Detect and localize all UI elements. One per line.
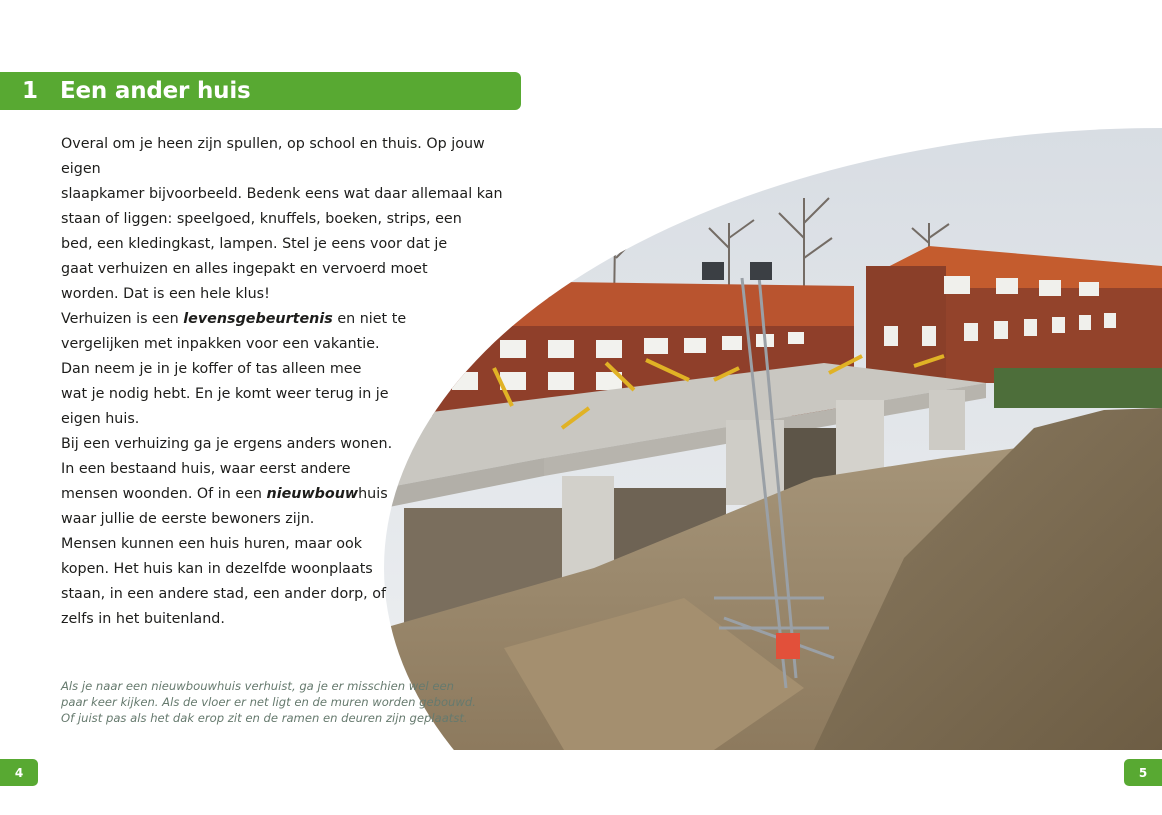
text-line: Overal om je heen zijn spullen, op school en thuis. Op jouw eigen: [61, 136, 485, 177]
caption-line: paar keer kijken. Als de vloer er net ligt en de muren worden gebouwd.: [61, 695, 476, 709]
text-line: eigen huis.: [61, 411, 140, 427]
text-line: waar jullie de eerste bewoners zijn.: [61, 511, 315, 527]
text-line: Dan neem je in je koffer of tas alleen mee: [61, 361, 362, 377]
caption-line: Of juist pas als het dak erop zit en de ramen en deuren zijn geplaatst.: [61, 711, 468, 725]
text-line: mensen woonden. Of in een: [61, 486, 267, 502]
body-text: [61, 132, 521, 632]
text-line: staan of liggen: speelgoed, knuffels, boeken, strips, een: [61, 211, 462, 227]
emphasis-nieuwbouw: nieuwbouw: [266, 486, 359, 502]
text-line: Mensen kunnen een huis huren, maar ook: [61, 536, 363, 552]
text-line: huis: [358, 486, 388, 502]
photo-caption: [61, 678, 481, 726]
text-line: Bij een verhuizing ga je ergens anders wonen.: [61, 436, 393, 452]
chapter-number: 1: [21, 78, 38, 104]
text-line: en niet te: [332, 311, 407, 327]
text-line: zelfs in het buitenland.: [61, 611, 225, 627]
text-line: gaat verhuizen en alles ingepakt en vervoerd moet: [61, 261, 428, 277]
chapter-banner: [0, 72, 521, 110]
text-line: slaapkamer bijvoorbeeld. Bedenk eens wat daar allemaal kan: [61, 186, 503, 202]
text-line: wat je nodig hebt. En je komt weer terug in je: [61, 386, 389, 402]
caption-line: Als je naar een nieuwbouwhuis verhuist, ga je er misschien wel een: [61, 679, 454, 693]
paragraph-1: [61, 132, 521, 307]
paragraph-4: [61, 532, 521, 632]
text-line: kopen. Het huis kan in dezelfde woonplaats: [61, 561, 373, 577]
text-line: worden. Dat is een hele klus!: [61, 286, 270, 302]
text-line: bed, een kledingkast, lampen. Stel je eens voor dat je: [61, 236, 448, 252]
emphasis-levensgebeurtenis: levensgebeurtenis: [183, 311, 333, 327]
chapter-title: Een ander huis: [60, 78, 251, 104]
paragraph-3: [61, 432, 521, 532]
text-line: vergelijken met inpakken voor een vakantie.: [61, 336, 380, 352]
page-number-right: 5: [1124, 759, 1162, 786]
text-line: Verhuizen is een: [61, 311, 184, 327]
text-line: staan, in een andere stad, een ander dorp, of: [61, 586, 387, 602]
page-number-left: 4: [0, 759, 38, 786]
paragraph-2: [61, 307, 521, 432]
text-line: In een bestaand huis, waar eerst andere: [61, 461, 351, 477]
